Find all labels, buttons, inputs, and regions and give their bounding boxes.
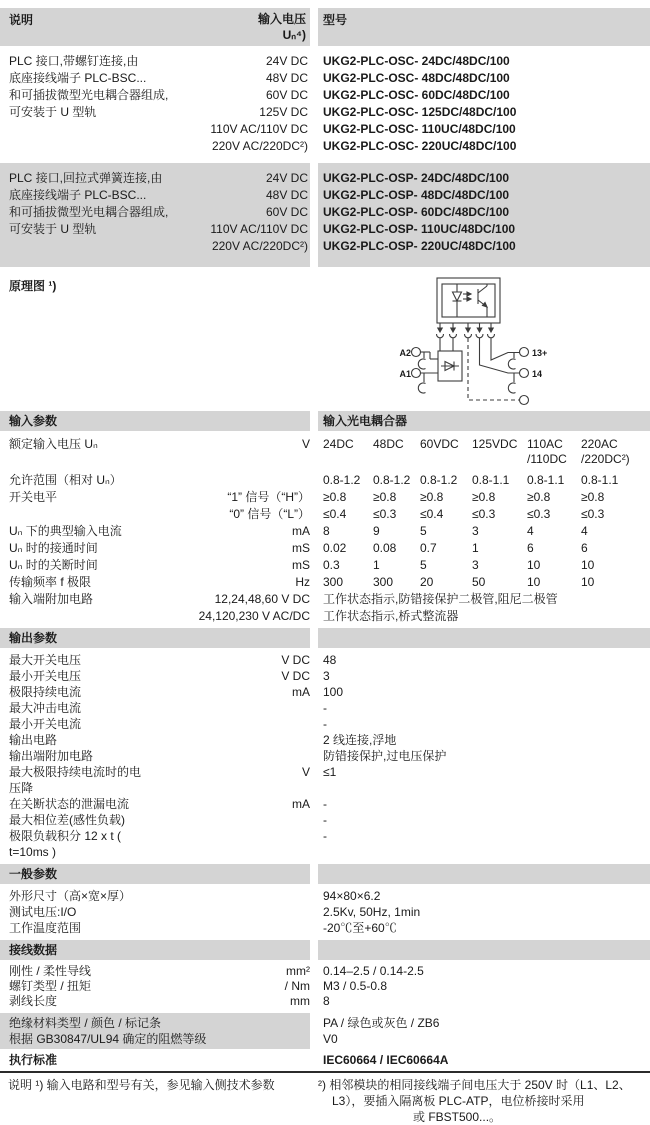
- model-number: UKG2-PLC-OSC- 24DC/48DC/100: [323, 54, 510, 68]
- schematic-title: 原理图 ¹): [9, 279, 57, 293]
- model-number: UKG2-PLC-OSC- 125DC/48DC/100: [323, 105, 517, 119]
- osc-models: [318, 53, 650, 155]
- osc-product-block: [0, 53, 650, 155]
- input-optocoupler-title: 输入光电耦合器: [318, 411, 650, 431]
- osp-voltages: 24V DC 48V DC 60V DC 110V AC/110V DC 220V AC/220DC²): [210, 171, 308, 253]
- voltage-column-headers: 24DC 48DC 60VDC 125VDC 110AC /110DC 220AC /220DC²): [323, 437, 630, 466]
- osp-product-block: [0, 163, 650, 267]
- schematic-section: [0, 270, 650, 411]
- datasheet-page: [0, 8, 650, 1124]
- wiring-data-header: [0, 940, 650, 960]
- param-row: 剥线长度 mm 8: [9, 994, 330, 1008]
- terminal-label-14: 14: [532, 369, 543, 379]
- output-params-header: [0, 628, 650, 648]
- param-row: 24,120,230 V AC/DC 工作状态指示,桥式整流器: [198, 609, 459, 623]
- param-unit: V: [301, 437, 310, 451]
- terminal-label-13: 13+: [532, 348, 548, 358]
- model-number: UKG2-PLC-OSP- 24DC/48DC/100: [323, 171, 510, 185]
- param-row: Uₙ 时的关断时间 mS 0.3 1 5 3 10 10: [9, 558, 595, 572]
- rated-voltage-row: [0, 436, 650, 467]
- input-params-title: 输入参数: [0, 411, 310, 431]
- osp-models: [318, 163, 650, 267]
- model-number: UKG2-PLC-OSP- 220UC/48DC/100: [323, 239, 516, 253]
- param-row: 允许范围（相对 Uₙ） 0.8-1.2 0.8-1.2 0.8-1.2 0.8-1.1 0.8-1.1 0.8-1.1: [9, 473, 619, 487]
- model-number: UKG2-PLC-OSC- 60DC/48DC/100: [323, 88, 510, 102]
- col-header-input-voltage: 输入电压 Uₙ⁴): [257, 12, 306, 42]
- param-row: Uₙ 下的典型输入电流 mA 8 9 5 3 4 4: [9, 524, 588, 538]
- param-row: Uₙ 时的接通时间 mS 0.02 0.08 0.7 1 6 6: [9, 541, 588, 555]
- standards-row: 执行标准 IEC60664 / IEC60664A: [9, 1053, 449, 1067]
- param-row: 最大冲击电流 -: [9, 701, 327, 715]
- param-row: 在关断状态的泄漏电流 mA -: [9, 797, 327, 811]
- footnote-left: 说明 ¹) 输入电路和型号有关，参见输入侧技术参数: [8, 1078, 275, 1092]
- param-row: 极限持续电流 mA 100: [9, 685, 344, 699]
- circuit-diagram: [400, 272, 648, 410]
- param-row: 开关电平 “1” 信号（“H”） ≥0.8 ≥0.8 ≥0.8 ≥0.8 ≥0.8 ≥0.8: [9, 490, 605, 504]
- wiring-data-rows: [0, 964, 650, 1009]
- model-number: UKG2-PLC-OSC- 220UC/48DC/100: [323, 139, 517, 153]
- param-row: 外形尺寸（高×宽×厚） 94×80×6.2: [9, 889, 381, 903]
- output-params-rows: [0, 652, 650, 860]
- footnote-right: ²) 相邻模块的相同接线端子间电压大于 250V 时（L1、L2、 L3），要插入隔离板 PLC-ATP，电位桥接时采用 或 FBST500...。: [318, 1078, 631, 1124]
- param-row: 最大极限持续电流时的电压降 V ≤1: [9, 765, 337, 795]
- osc-voltages: 24V DC 48V DC 60V DC 125V DC 110V AC/110V DC 220V AC/220DC²): [210, 54, 308, 153]
- insulation-value: V0: [323, 1032, 338, 1046]
- footnotes: [0, 1073, 650, 1125]
- terminal-label-a2: A2: [399, 348, 411, 358]
- model-number: UKG2-PLC-OSP- 110UC/48DC/100: [323, 222, 516, 236]
- param-row: 输入端附加电路 12,24,48,60 V DC 工作状态指示,防错接保护二极管,阻尼二极管: [9, 592, 558, 606]
- param-row: 刚性 / 柔性导线 mm² 0.14–2.5 / 0.14-2.5: [9, 964, 424, 978]
- param-label: 额定输入电压 Uₙ: [9, 437, 98, 451]
- osc-description: PLC 接口,带螺钉连接,由 底座接线端子 PLC-BSC... 和可插拔微型光电耦合器组成, 可安装于 U 型轨: [9, 54, 169, 119]
- model-number: UKG2-PLC-OSC- 48DC/48DC/100: [323, 71, 510, 85]
- col-header-model: 型号: [318, 8, 650, 46]
- osp-description: PLC 接口,回拉式弹簧连接,由 底座接线端子 PLC-BSC... 和可插拔微型光电耦合器组成, 可安装于 U 型轨: [9, 171, 169, 236]
- model-number: UKG2-PLC-OSP- 60DC/48DC/100: [323, 205, 510, 219]
- param-row: 输出电路 2 线连接,浮地: [9, 733, 397, 747]
- col-header-description: 说明: [9, 13, 34, 27]
- selection-table-header: [0, 8, 650, 46]
- param-row: 传输频率 f 极限 Hz 300 300 20 50 10 10: [9, 575, 595, 589]
- param-row: 最大开关电压 V DC 48: [9, 653, 337, 667]
- model-number: UKG2-PLC-OSP- 48DC/48DC/100: [323, 188, 510, 202]
- param-row: 最小开关电流 -: [9, 717, 327, 731]
- param-row: 输出端附加电路 防错接保护,过电压保护: [9, 749, 447, 763]
- wiring-data-title: 接线数据: [0, 940, 310, 960]
- model-number: UKG2-PLC-OSC- 110UC/48DC/100: [323, 122, 516, 136]
- output-params-title: 输出参数: [0, 628, 310, 648]
- param-row: 测试电压:I/O 2.5Kv, 50Hz, 1min: [9, 905, 421, 919]
- param-row: 最大相位差(感性负载) -: [9, 813, 327, 827]
- input-params-header: [0, 411, 650, 431]
- param-row: “0” 信号（“L”） ≤0.4 ≤0.3 ≤0.4 ≤0.3 ≤0.3 ≤0.3: [229, 507, 605, 521]
- param-row: 极限负载积分 12 x t ( t=10ms ) -: [9, 829, 327, 859]
- general-params-header: [0, 864, 650, 884]
- general-params-title: 一般参数: [0, 864, 310, 884]
- general-params-rows: [0, 888, 650, 936]
- param-row: 工作温度范围 -20℃至+60℃: [9, 921, 397, 935]
- insulation-label: 绝缘材料类型 / 颜色 / 标记条: [9, 1016, 162, 1030]
- param-row: 最小开关电压 V DC 3: [9, 669, 330, 683]
- param-row: 螺钉类型 / 扭矩 / Nm M3 / 0.5-0.8: [9, 979, 388, 993]
- insulation-value: PA / 绿色或灰色 / ZB6: [323, 1016, 440, 1030]
- insulation-label: 根据 GB30847/UL94 确定的阻燃等级: [9, 1032, 207, 1046]
- terminal-label-a1: A1: [399, 369, 411, 379]
- insulation-block: [0, 1013, 650, 1049]
